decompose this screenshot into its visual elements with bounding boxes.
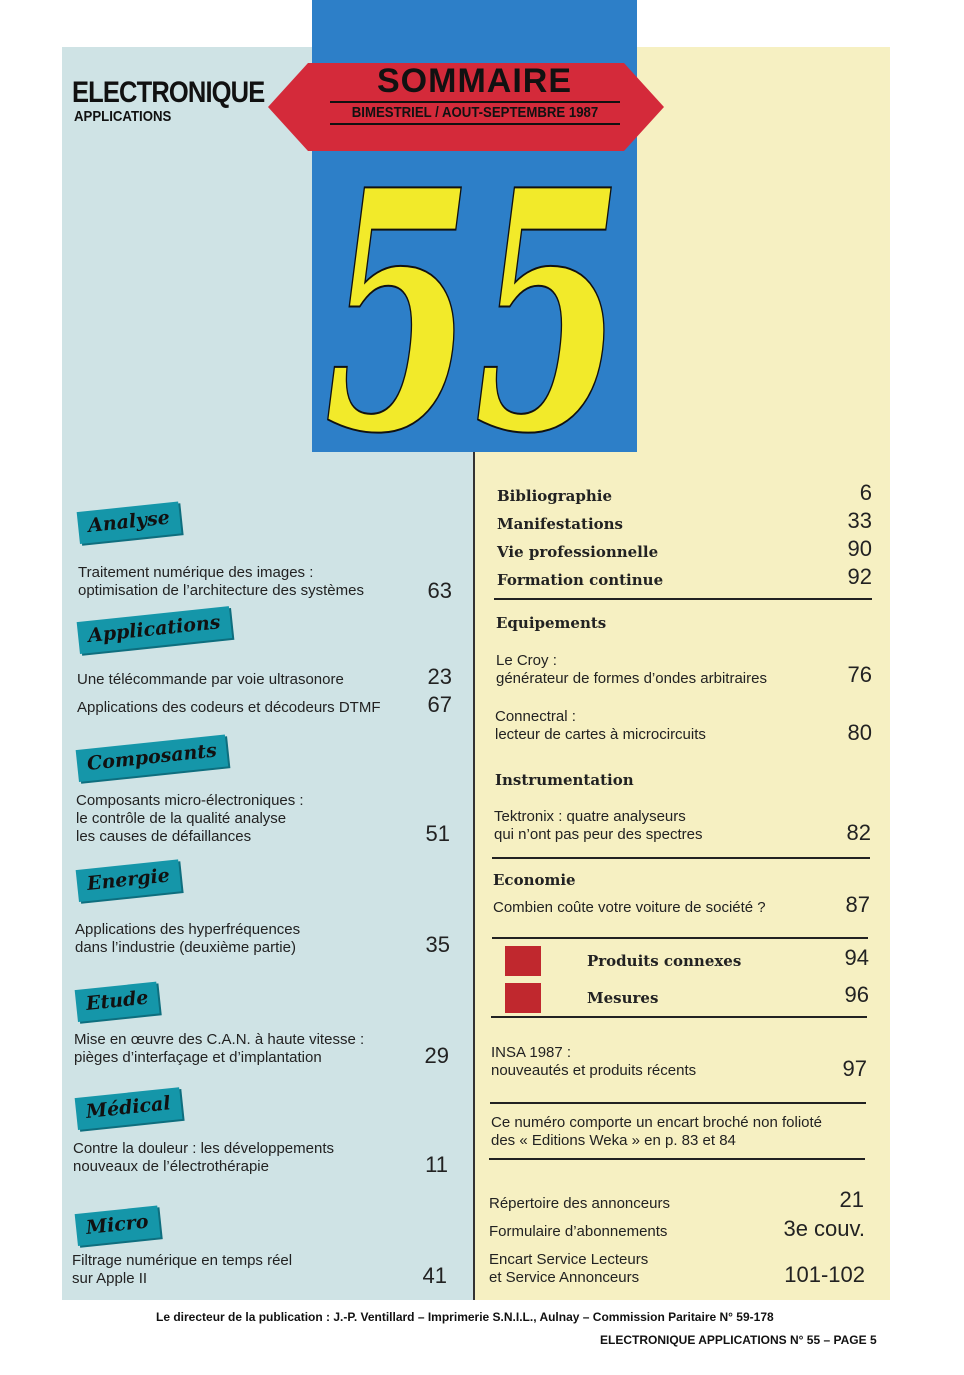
section-rule xyxy=(490,1102,866,1104)
banner-title: SOMMAIRE xyxy=(377,62,572,100)
page-number: 23 xyxy=(427,664,452,689)
section-tag-energie: Energie xyxy=(76,859,182,902)
banner-subtitle: BIMESTRIEL / AOUT-SEPTEMBRE 1987 xyxy=(351,104,599,121)
article-text: Applications des hyperfréquences dans l’industrie (deuxième partie) xyxy=(75,921,301,956)
magazine-subtitle: APPLICATIONS xyxy=(74,108,172,125)
article-text: Tektronix : quatre analyseurs qui n’ont pas peur des spectres xyxy=(494,808,703,843)
page-number: 82 xyxy=(846,820,871,845)
page-number: 87 xyxy=(845,892,870,917)
article-text: INSA 1987 : nouveautés et produits récents xyxy=(491,1044,697,1079)
article-text: Traitement numérique des images : optimisation de l’architecture des systèmes xyxy=(78,564,364,599)
banner-rule-bottom xyxy=(330,123,620,125)
page-number: 63 xyxy=(427,578,452,603)
issue-number xyxy=(312,150,637,450)
banner-rule-top xyxy=(330,101,620,103)
rubrique-label: Bibliographie xyxy=(497,487,613,505)
section-rule xyxy=(491,1016,867,1018)
column-divider xyxy=(473,452,475,1300)
magazine-title: ELECTRONIQUE xyxy=(72,76,265,109)
article-text: Le Croy : générateur de formes d’ondes arbitraires xyxy=(496,652,767,687)
page-number: 29 xyxy=(424,1043,449,1068)
section-tag-etude: Etude xyxy=(75,982,160,1022)
page-number: 96 xyxy=(844,982,869,1007)
article-text: Une télécommande par voie ultrasonore xyxy=(77,671,344,688)
article-text: Répertoire des annonceurs xyxy=(489,1195,670,1212)
section-tag-analyse: Analyse xyxy=(77,502,182,544)
rubrique-label: Produits connexes xyxy=(587,952,742,970)
section-heading: Equipements xyxy=(496,614,607,632)
article-text: Mise en œuvre des C.A.N. à haute vitesse : pièges d’interfaçage et d’implantation xyxy=(74,1031,365,1066)
footer-page-ref: ELECTRONIQUE APPLICATIONS N° 55 – PAGE 5 xyxy=(600,1333,877,1347)
article-text: Connectral : lecteur de cartes à microcircuits xyxy=(495,708,706,743)
page-number: 21 xyxy=(839,1187,864,1212)
page-number: 33 xyxy=(847,508,872,533)
article-text: Composants micro-électroniques : le contrôle de la qualité analyse les causes de défaillances xyxy=(76,792,304,845)
section-rule xyxy=(494,598,872,600)
page-number: 80 xyxy=(847,720,872,745)
page-number: 76 xyxy=(847,662,872,687)
section-rule xyxy=(489,1158,865,1160)
page-number: 92 xyxy=(847,564,872,589)
article-text: Applications des codeurs et décodeurs DTMF xyxy=(77,699,381,716)
section-heading: Economie xyxy=(493,871,576,889)
rubrique-label: Manifestations xyxy=(497,515,623,533)
article-text: Contre la douleur : les développements nouveaux de l’électrothérapie xyxy=(73,1140,334,1175)
mesures-icon xyxy=(505,983,541,1013)
rubrique-label: Vie professionnelle xyxy=(497,543,659,561)
page-number: 67 xyxy=(427,692,452,717)
section-tag-micro: Micro xyxy=(75,1206,160,1246)
article-text: Encart Service Lecteurs et Service Annonceurs xyxy=(489,1251,649,1286)
section-tag-medical: Médical xyxy=(75,1087,183,1130)
page-number: 3e couv. xyxy=(783,1216,865,1241)
encart-note: Ce numéro comporte un encart broché non folioté des « Editions Weka » en p. 83 et 84 xyxy=(491,1114,823,1149)
page-number: 51 xyxy=(425,821,450,846)
page-number: 97 xyxy=(842,1056,867,1081)
article-text: Combien coûte votre voiture de société ? xyxy=(493,899,766,916)
section-heading: Instrumentation xyxy=(495,771,634,789)
issue-number-text: 55 xyxy=(324,150,624,450)
rubrique-label: Mesures xyxy=(587,989,659,1007)
page-number: 35 xyxy=(425,932,450,957)
article-text: Formulaire d’abonnements xyxy=(489,1223,668,1240)
page-number: 11 xyxy=(425,1152,448,1177)
page-number: 90 xyxy=(847,536,872,561)
section-tag-applications: Applications xyxy=(77,606,232,654)
page-number: 41 xyxy=(422,1263,447,1288)
page-number: 101-102 xyxy=(784,1262,865,1287)
rubrique-label: Formation continue xyxy=(497,571,664,589)
page-number: 6 xyxy=(859,480,872,505)
page-number: 94 xyxy=(844,945,869,970)
section-rule xyxy=(492,857,870,859)
section-tag-composants: Composants xyxy=(76,734,229,782)
article-text: Filtrage numérique en temps réel sur Apple II xyxy=(72,1252,293,1287)
section-rule xyxy=(492,937,868,939)
footer-credits: Le directeur de la publication : J.-P. Ventillard – Imprimerie S.N.I.L., Aulnay – Commission Paritaire N° 59-178 xyxy=(156,1310,774,1324)
produits-icon xyxy=(505,946,541,976)
